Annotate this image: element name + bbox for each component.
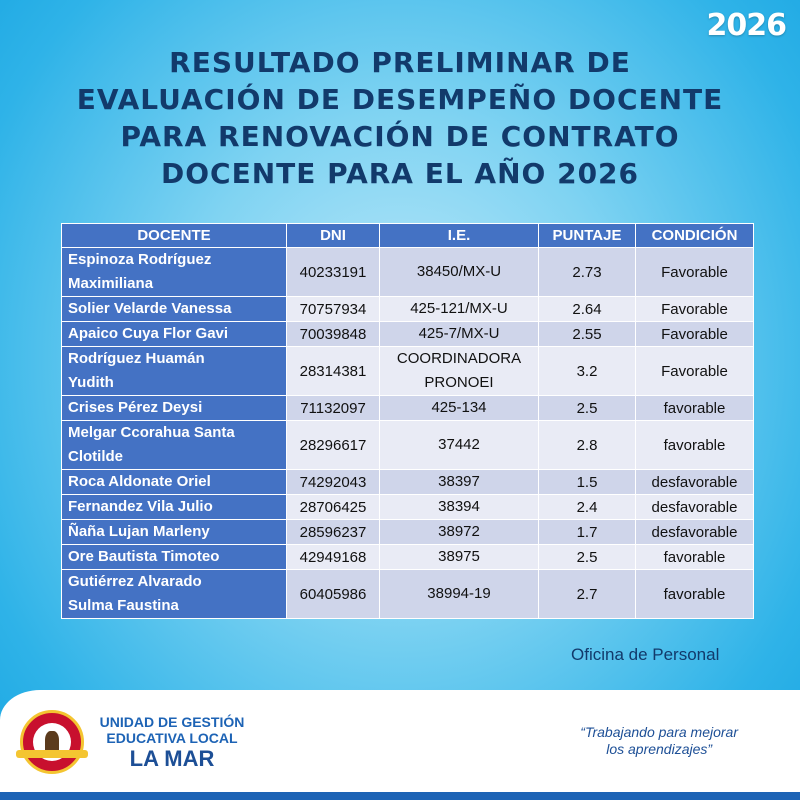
cell-ie xyxy=(380,545,539,570)
header-condicion: CONDICIÓN xyxy=(636,224,754,248)
ie-line: COORDINADORA xyxy=(396,350,522,367)
cell-puntaje: 3.2 xyxy=(539,347,636,396)
header-dni: DNI xyxy=(287,224,380,248)
docente-line: Ore Bautista Timoteo xyxy=(68,548,220,565)
ie-line: 38975 xyxy=(438,548,480,565)
slogan-line-2: los aprendizajes” xyxy=(606,741,713,757)
cell-dni: 40233191 xyxy=(287,248,380,297)
cell-docente xyxy=(62,470,287,495)
page-title xyxy=(40,44,760,192)
cell-docente xyxy=(62,396,287,421)
org-line-1: UNIDAD DE GESTIÓN xyxy=(99,714,245,730)
cell-ie xyxy=(380,421,539,470)
table-row xyxy=(62,520,754,545)
header-ie: I.E. xyxy=(380,224,539,248)
cell-docente xyxy=(62,570,287,619)
cell-condicion: favorable xyxy=(636,396,754,421)
cell-ie xyxy=(380,248,539,297)
cell-puntaje: 2.8 xyxy=(539,421,636,470)
docente-line: Gutiérrez Alvarado xyxy=(68,573,202,590)
table-row xyxy=(62,495,754,520)
cell-condicion: desfavorable xyxy=(636,495,754,520)
cell-puntaje: 2.55 xyxy=(539,322,636,347)
org-line-2: EDUCATIVA LOCAL xyxy=(106,730,238,746)
cell-ie xyxy=(380,322,539,347)
ie-line: 425-121/MX-U xyxy=(410,300,508,317)
footer-bar xyxy=(0,792,800,800)
org-line-3: LA MAR xyxy=(129,746,215,771)
table-row xyxy=(62,570,754,619)
ie-line: 38394 xyxy=(438,498,480,515)
cell-ie xyxy=(380,570,539,619)
slogan xyxy=(580,724,738,758)
table-body xyxy=(62,248,754,619)
title-line: PARA RENOVACIÓN DE CONTRATO xyxy=(120,120,680,153)
footer xyxy=(0,690,800,800)
table-row xyxy=(62,545,754,570)
org-name xyxy=(98,714,246,772)
cell-ie xyxy=(380,520,539,545)
cell-condicion: desfavorable xyxy=(636,520,754,545)
cell-dni: 70039848 xyxy=(287,322,380,347)
ie-line: 38994-19 xyxy=(427,585,491,602)
cell-docente xyxy=(62,248,287,297)
cell-dni: 42949168 xyxy=(287,545,380,570)
cell-condicion: Favorable xyxy=(636,347,754,396)
cell-condicion: Favorable xyxy=(636,322,754,347)
cell-condicion: desfavorable xyxy=(636,470,754,495)
cell-docente xyxy=(62,297,287,322)
table-row xyxy=(62,322,754,347)
slogan-line-1: “Trabajando para mejorar xyxy=(580,724,738,740)
docente-line: Ñaña Lujan Marleny xyxy=(68,523,210,540)
docente-line: Maximiliana xyxy=(68,275,154,292)
cell-puntaje: 2.64 xyxy=(539,297,636,322)
cell-dni: 74292043 xyxy=(287,470,380,495)
cell-ie xyxy=(380,396,539,421)
ie-line: 425-7/MX-U xyxy=(418,325,500,342)
header-puntaje: PUNTAJE xyxy=(539,224,636,248)
docente-line: Yudith xyxy=(68,374,114,391)
docente-line: Roca Aldonate Oriel xyxy=(68,473,211,490)
cell-puntaje: 2.5 xyxy=(539,545,636,570)
header-docente: DOCENTE xyxy=(62,224,287,248)
ie-line: 425-134 xyxy=(431,399,487,416)
title-line: DOCENTE PARA EL AÑO 2026 xyxy=(160,157,640,190)
ie-line: 37442 xyxy=(438,436,480,453)
table-row xyxy=(62,421,754,470)
cell-condicion: Favorable xyxy=(636,297,754,322)
cell-ie xyxy=(380,495,539,520)
signature-office: Oficina de Personal xyxy=(571,645,720,664)
cell-dni: 70757934 xyxy=(287,297,380,322)
cell-docente xyxy=(62,520,287,545)
docente-line: Apaico Cuya Flor Gavi xyxy=(68,325,229,342)
cell-dni: 71132097 xyxy=(287,396,380,421)
cell-ie xyxy=(380,470,539,495)
cell-docente xyxy=(62,347,287,396)
cell-dni: 28706425 xyxy=(287,495,380,520)
ie-line: 38397 xyxy=(438,473,480,490)
cell-puntaje: 2.73 xyxy=(539,248,636,297)
cell-condicion: favorable xyxy=(636,570,754,619)
table-row xyxy=(62,297,754,322)
ie-line: PRONOEI xyxy=(424,374,494,391)
ie-line: 38450/MX-U xyxy=(416,263,502,280)
cell-docente xyxy=(62,545,287,570)
docente-line: Sulma Faustina xyxy=(68,597,179,614)
cell-puntaje: 1.7 xyxy=(539,520,636,545)
cell-condicion: Favorable xyxy=(636,248,754,297)
cell-docente xyxy=(62,322,287,347)
table-row xyxy=(62,470,754,495)
title-line: RESULTADO PRELIMINAR DE xyxy=(169,46,631,79)
title-line: EVALUACIÓN DE DESEMPEÑO DOCENTE xyxy=(76,83,724,116)
cell-ie xyxy=(380,297,539,322)
docente-line: Fernandez Vila Julio xyxy=(68,498,213,515)
cell-condicion: favorable xyxy=(636,545,754,570)
cell-dni: 60405986 xyxy=(287,570,380,619)
docente-line: Melgar Ccorahua Santa xyxy=(68,424,235,441)
cell-puntaje: 2.5 xyxy=(539,396,636,421)
table-header-row xyxy=(62,224,754,248)
docente-line: Solier Velarde Vanessa xyxy=(68,300,232,317)
docente-line: Clotilde xyxy=(68,448,123,465)
year-badge: 2026 xyxy=(706,8,786,43)
table-row xyxy=(62,396,754,421)
cell-puntaje: 1.5 xyxy=(539,470,636,495)
table-row xyxy=(62,248,754,297)
docente-line: Rodríguez Huamán xyxy=(68,350,205,367)
cell-dni: 28596237 xyxy=(287,520,380,545)
cell-dni: 28314381 xyxy=(287,347,380,396)
docente-line: Espinoza Rodríguez xyxy=(68,251,212,268)
ie-line: 38972 xyxy=(438,523,480,540)
table-row xyxy=(62,347,754,396)
cell-puntaje: 2.4 xyxy=(539,495,636,520)
cell-docente xyxy=(62,421,287,470)
cell-condicion: favorable xyxy=(636,421,754,470)
results-table xyxy=(61,223,754,619)
docente-line: Crises Pérez Deysi xyxy=(68,399,203,416)
cell-puntaje: 2.7 xyxy=(539,570,636,619)
cell-ie xyxy=(380,347,539,396)
logo-ribbon xyxy=(16,750,88,758)
cell-dni: 28296617 xyxy=(287,421,380,470)
cell-docente xyxy=(62,495,287,520)
ugel-logo xyxy=(20,710,84,774)
